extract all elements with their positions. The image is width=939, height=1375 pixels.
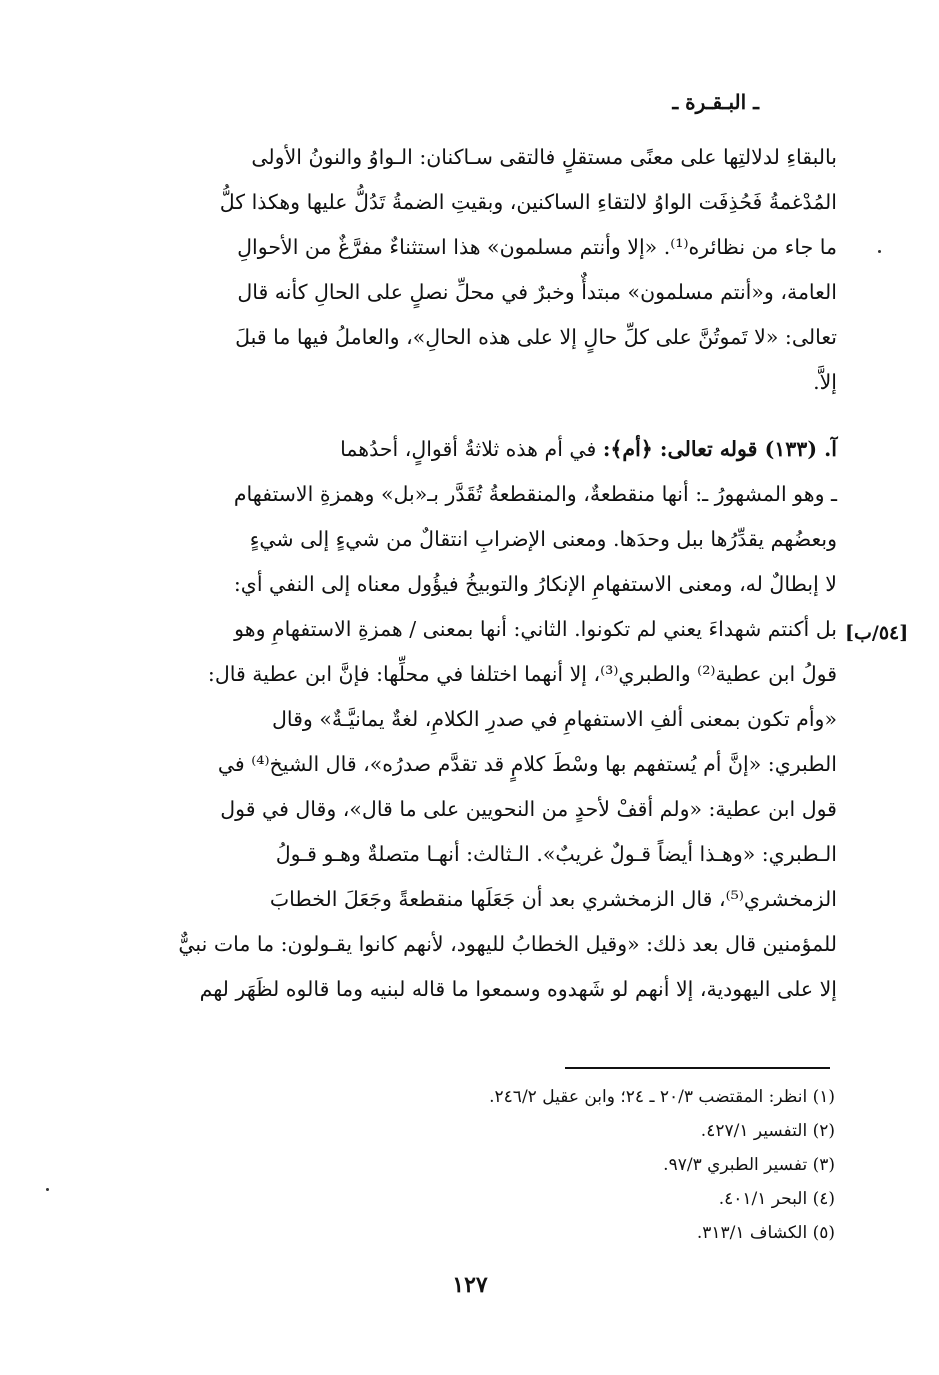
text-line: الـطبري: «وهـذا أيضاً قـولٌ غريبٌ». الـثالث: أنهـا متصلةٌ وهـو قـولُ xyxy=(275,842,837,866)
text-line: الطبري: «إنَّ أم يُستفهم بها وسْطَ كلامٍ قد تقدَّم صدرُه»، قال الشيخ⁽⁴⁾ في xyxy=(217,752,837,776)
text-line: بالبقاءِ لدلالتِها على معنًى مستقلٍ فالتقى سـاكنان: الـواوُ والنونُ الأولى xyxy=(251,145,837,169)
speck-mark xyxy=(46,1188,49,1191)
verse-heading-rest: في أم هذه ثلاثةُ أقوالٍ، أحدُهما xyxy=(340,437,603,461)
text-line: بل أكنتم شهداءَ يعني لم تكونوا. الثاني: أنها بمعنى / همزةِ الاستفهامِ وهو xyxy=(234,617,837,641)
text-line: ما جاء من نظائره⁽¹⁾. «إلا وأنتم مسلمون» هذا استثناءٌ مفرَّغٌ من الأحوالِ xyxy=(237,235,837,259)
verse-heading-line xyxy=(130,427,837,472)
text-line: قول ابن عطية: «ولم أقفْ لأحدٍ من النحويين على ما قال»، وقال في قول xyxy=(220,797,837,821)
text-line: ـ وهو المشهورُ ـ: أنها منقطعةٌ، والمنقطعةُ تُقَدَّر بـ«بل» وهمزةِ الاستفهام xyxy=(233,482,837,506)
text-line: المُدْغمةُ فَحُذِفَت الواوُ لالتقاءِ الساكنين، وبقيتِ الضمةُ تَدُلُّ عليها وهكذا كلُّ xyxy=(219,190,837,214)
paragraph-1 xyxy=(130,135,837,405)
running-header: ـ البـقـرة ـ xyxy=(672,90,759,114)
text-line: إلا على اليهودية، إلا أنهم لو شَهدوه وسمعوا ما قاله لبنيه وما قالوه لظَهَر لهم xyxy=(199,977,837,1001)
footnote: (٥) الكشاف ٣١٣/١. xyxy=(696,1223,835,1243)
text-line: للمؤمنين قال بعد ذلك: «وقيل الخطابُ لليهود، لأنهم كانوا يقـولون: ما مات نبيٌّ xyxy=(178,932,837,956)
footnote: (٤) البحر ٤٠١/١. xyxy=(718,1189,835,1209)
text-line: قولُ ابن عطية⁽²⁾ والطبري⁽³⁾، إلا أنهما اختلفا في محلِّها: فإنَّ ابن عطية قال: xyxy=(207,662,837,686)
text-line: العامة، و«أنتم مسلمون» مبتدأٌ وخبرٌ في محلِّ نصلٍ على الحالِ كأنه قال xyxy=(237,280,837,304)
verse-heading: آ. (١٣٣) قوله تعالى: ﴿أم﴾: xyxy=(602,437,837,461)
page-number: ١٢٧ xyxy=(452,1272,488,1298)
marginal-folio-note: [٥٤/ب] xyxy=(845,622,909,644)
text-line: «وأم تكون بمعنى ألفِ الاستفهامِ في صدرِ الكلامِ، لغةٌ يمانيَّـةٌ» وقال xyxy=(271,707,837,731)
text-line: وبعضُهم يقدِّرُها ببل وحدَها. ومعنى الإضرابِ انتقالٌ من شيءٍ إلى شيءٍ xyxy=(249,527,837,551)
footnote: (٢) التفسير ٤٢٧/١. xyxy=(700,1121,835,1141)
text-line: الزمخشري⁽⁵⁾، قال الزمخشري بعد أن جَعَلَها منقطعةً وجَعَلَ الخطابَ xyxy=(269,887,837,911)
footnote-separator xyxy=(565,1067,830,1069)
footnote: (٣) تفسير الطبري ٩٧/٣. xyxy=(663,1155,835,1175)
paragraph-2 xyxy=(130,427,837,1012)
footnote: (١) انظر: المقتضب ٢٠/٣ ـ ٢٤؛ وابن عقيل ٢٤٦/٢. xyxy=(489,1087,835,1107)
text-line: لا إبطالٌ له، ومعنى الاستفهامِ الإنكارُ والتوبيخُ فيؤُول معناه إلى النفي أي: xyxy=(233,572,837,596)
text-line: تعالى: «لا تَموتُنَّ على كلِّ حالٍ إلا على هذه الحالِ»، والعاملُ فيها ما قبلَ xyxy=(235,325,837,349)
text-line: إلاَّ. xyxy=(813,370,837,394)
footnotes xyxy=(300,1080,835,1250)
speck-mark xyxy=(878,250,881,253)
